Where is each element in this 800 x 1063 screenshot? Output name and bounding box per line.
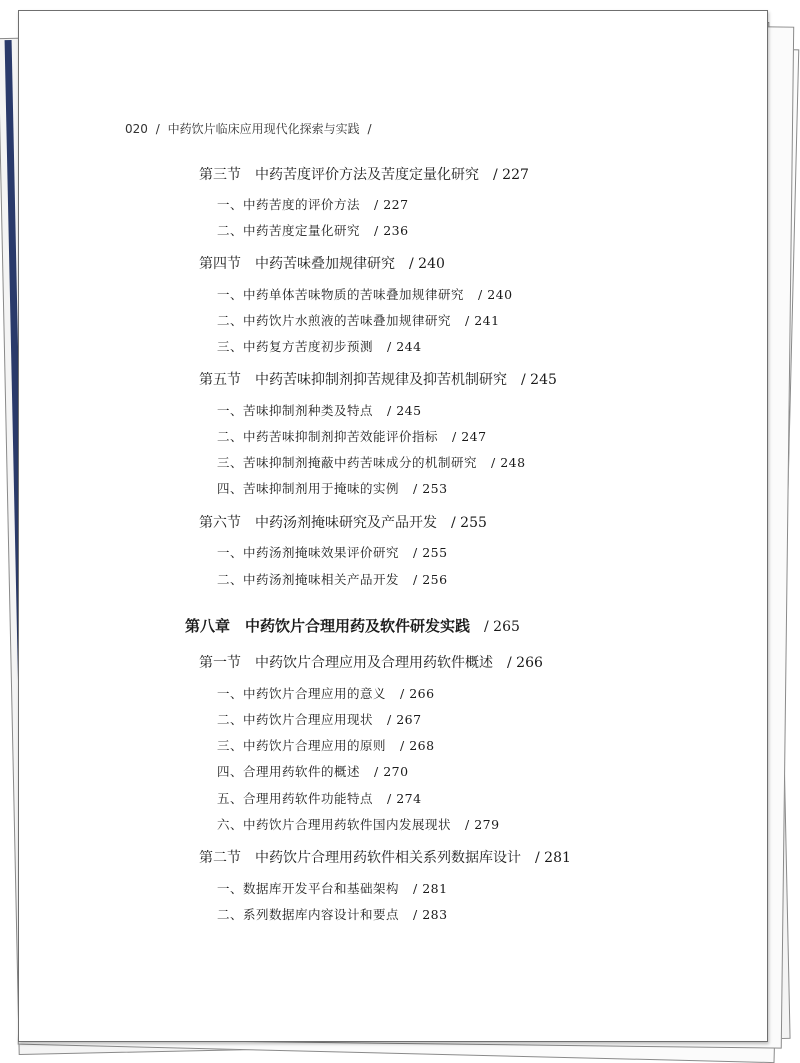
toc-title: 一、苦味抑制剂种类及特点 <box>217 403 374 418</box>
header-separator: / <box>155 122 160 136</box>
toc-subsection[interactable] <box>217 427 487 445</box>
toc-page-ref: / 255 <box>451 515 487 531</box>
toc-page-ref: / 255 <box>413 545 448 560</box>
toc-page-ref: / 253 <box>413 481 448 496</box>
toc-title: 三、苦味抑制剂掩蔽中药苦味成分的机制研究 <box>217 455 478 470</box>
toc-page-ref: / 245 <box>521 372 557 388</box>
toc-section[interactable] <box>199 369 557 389</box>
toc-title: 第五节 中药苦味抑制剂抑苦规律及抑苦机制研究 <box>199 372 507 388</box>
toc-subsection[interactable] <box>217 479 448 497</box>
toc-subsection[interactable] <box>217 453 526 471</box>
toc-subsection[interactable] <box>217 337 422 355</box>
toc-title: 第六节 中药汤剂掩味研究及产品开发 <box>199 515 437 531</box>
toc-page-ref: / 267 <box>387 712 422 727</box>
toc-page-ref: / 266 <box>507 655 543 671</box>
toc-title: 第二节 中药饮片合理用药软件相关系列数据库设计 <box>199 850 521 866</box>
toc-page-ref: / 274 <box>387 791 422 806</box>
toc-subsection[interactable] <box>217 543 448 561</box>
toc-subsection[interactable] <box>217 815 500 833</box>
toc-page-ref: / 281 <box>413 881 448 896</box>
toc-subsection[interactable] <box>217 879 448 897</box>
toc-subsection[interactable] <box>217 401 422 419</box>
toc-subsection[interactable] <box>217 710 422 728</box>
toc-page-ref: / 240 <box>409 256 445 272</box>
toc-chapter[interactable] <box>185 615 520 636</box>
toc-page-ref: / 270 <box>374 764 409 779</box>
toc-page-ref: / 256 <box>413 572 448 587</box>
toc-subsection[interactable] <box>217 789 422 807</box>
toc-section[interactable] <box>199 164 529 184</box>
header-page-number: 020 <box>125 122 148 136</box>
toc-title: 四、合理用药软件的概述 <box>217 764 361 779</box>
toc-title: 第一节 中药饮片合理应用及合理用药软件概述 <box>199 655 493 671</box>
toc-title: 一、中药饮片合理应用的意义 <box>217 686 387 701</box>
toc-title: 第四节 中药苦味叠加规律研究 <box>199 256 395 272</box>
toc-title: 五、合理用药软件功能特点 <box>217 791 374 806</box>
toc-title: 六、中药饮片合理用药软件国内发展现状 <box>217 817 452 832</box>
toc-title: 一、数据库开发平台和基础架构 <box>217 881 400 896</box>
toc-section[interactable] <box>199 253 445 273</box>
toc-section[interactable] <box>199 652 543 672</box>
toc-subsection[interactable] <box>217 905 448 923</box>
toc-page-ref: / 279 <box>465 817 500 832</box>
header-book-title: 中药饮片临床应用现代化探索与实践 <box>167 122 360 136</box>
toc-subsection[interactable] <box>217 285 513 303</box>
toc-section[interactable] <box>199 512 487 532</box>
toc-page-ref: / 236 <box>374 223 409 238</box>
header-separator-end: / <box>367 122 372 136</box>
toc-title: 一、中药苦度的评价方法 <box>217 197 361 212</box>
toc-subsection[interactable] <box>217 736 435 754</box>
toc-page-ref: / 227 <box>493 167 529 183</box>
toc-title: 三、中药复方苦度初步预测 <box>217 339 374 354</box>
toc-title: 三、中药饮片合理应用的原则 <box>217 738 387 753</box>
toc-title: 第八章 中药饮片合理用药及软件研发实践 <box>185 617 471 635</box>
toc-page-ref: / 245 <box>387 403 422 418</box>
toc-title: 二、中药苦度定量化研究 <box>217 223 361 238</box>
running-header <box>125 120 376 137</box>
toc-subsection[interactable] <box>217 221 409 239</box>
toc-page-ref: / 247 <box>452 429 487 444</box>
toc-title: 二、系列数据库内容设计和要点 <box>217 907 400 922</box>
toc-title: 四、苦味抑制剂用于掩味的实例 <box>217 481 400 496</box>
toc-section[interactable] <box>199 847 571 867</box>
toc-title: 第三节 中药苦度评价方法及苦度定量化研究 <box>199 167 479 183</box>
toc-page-ref: / 227 <box>374 197 409 212</box>
toc-subsection[interactable] <box>217 684 435 702</box>
toc-title: 二、中药苦味抑制剂抑苦效能评价指标 <box>217 429 439 444</box>
toc-title: 一、中药汤剂掩味效果评价研究 <box>217 545 400 560</box>
toc-page-ref: / 244 <box>387 339 422 354</box>
toc-title: 二、中药汤剂掩味相关产品开发 <box>217 572 400 587</box>
toc-page-ref: / 241 <box>465 313 500 328</box>
toc-page-ref: / 240 <box>478 287 513 302</box>
toc-page-ref: / 283 <box>413 907 448 922</box>
toc-title: 二、中药饮片合理应用现状 <box>217 712 374 727</box>
toc-page-ref: / 266 <box>400 686 435 701</box>
toc-title: 二、中药饮片水煎液的苦味叠加规律研究 <box>217 313 452 328</box>
toc-title: 一、中药单体苦味物质的苦味叠加规律研究 <box>217 287 465 302</box>
toc-page <box>18 10 768 1042</box>
toc-subsection[interactable] <box>217 311 500 329</box>
toc-page-ref: / 281 <box>535 850 571 866</box>
toc-subsection[interactable] <box>217 195 409 213</box>
toc-page-ref: / 268 <box>400 738 435 753</box>
toc-page-ref: / 248 <box>491 455 526 470</box>
toc-page-ref: / 265 <box>484 619 520 635</box>
toc-subsection[interactable] <box>217 570 448 588</box>
toc-subsection[interactable] <box>217 762 409 780</box>
